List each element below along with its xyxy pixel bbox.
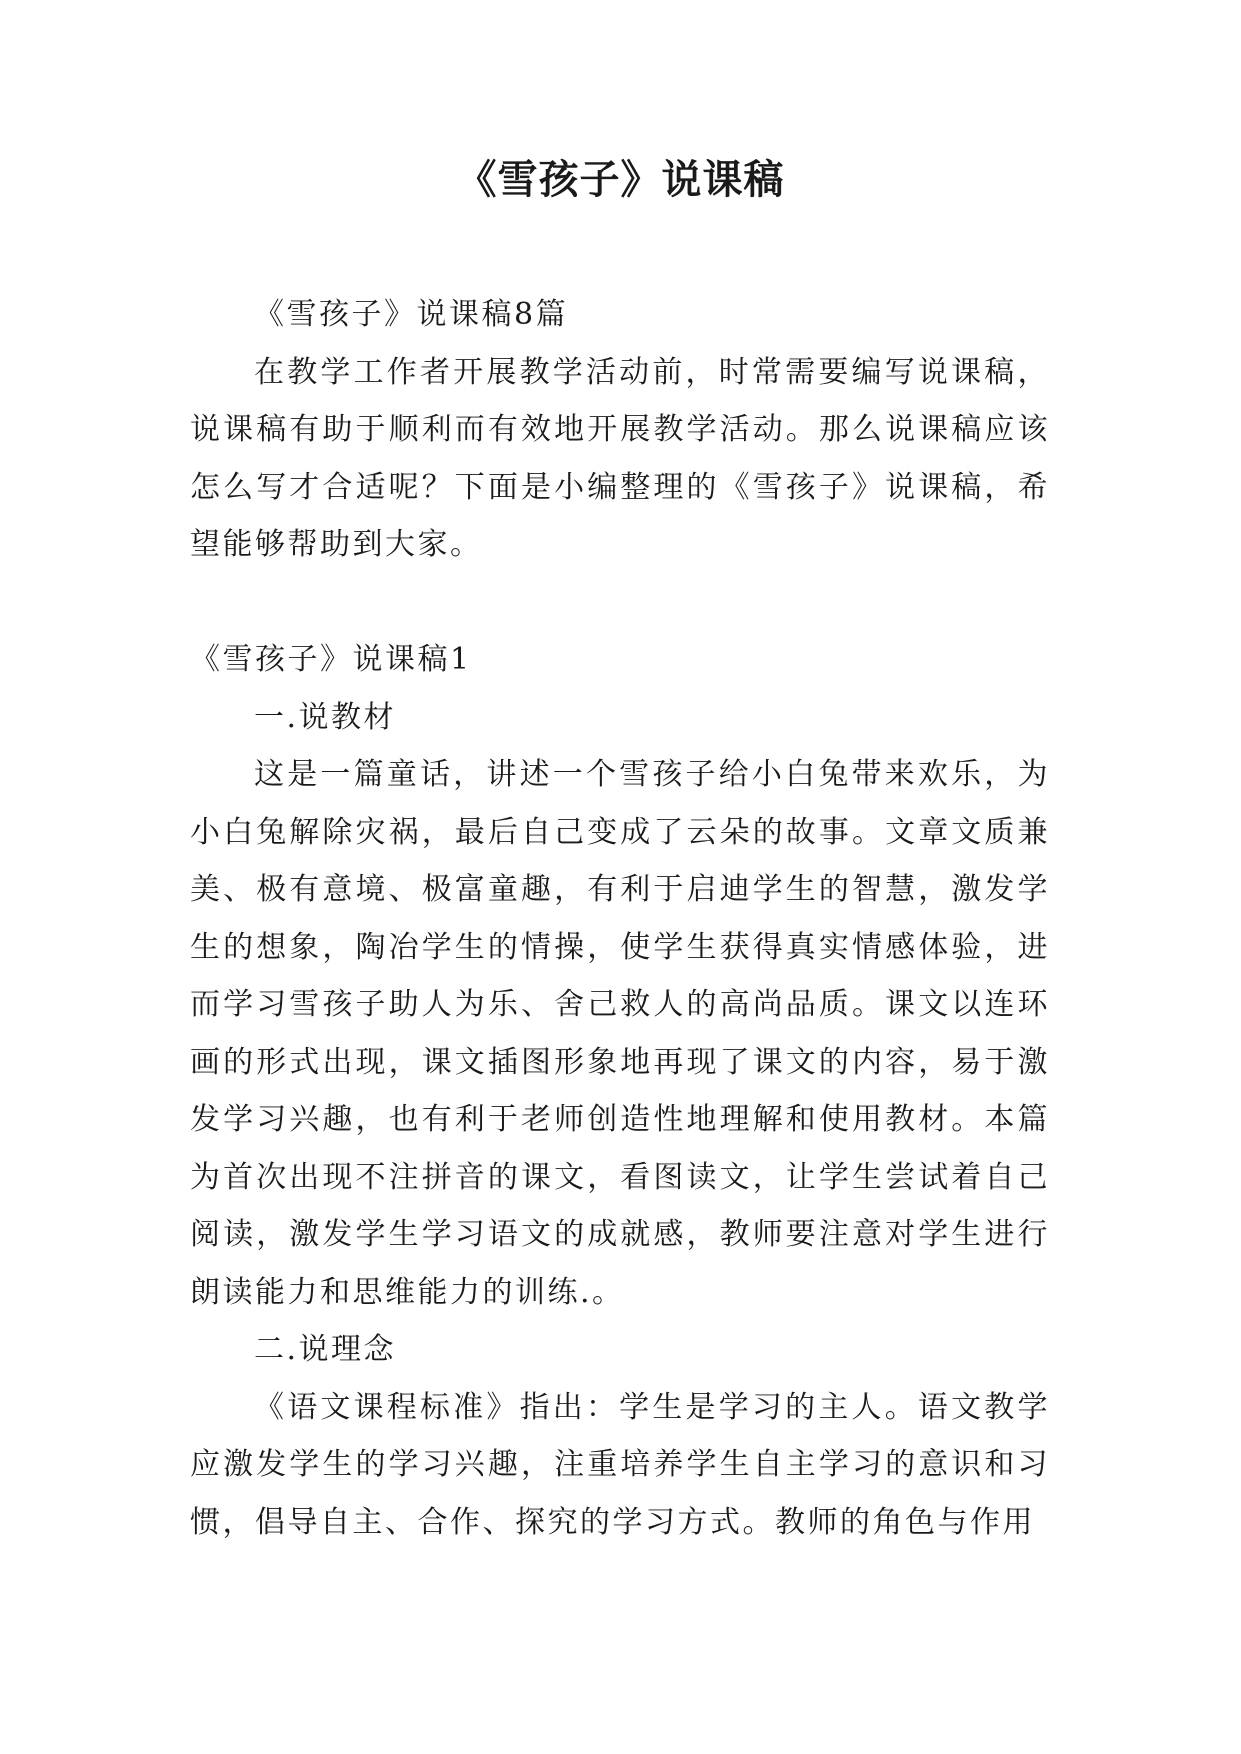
part1-paragraph: 这是一篇童话，讲述一个雪孩子给小白兔带来欢乐，为小白兔解除灾祸，最后自己变成了云朵的故事。文章文质兼美、极有意境、极富童趣，有利于启迪学生的智慧，激发学生的想象，陶冶学生的情操，使学生获得真实情感体验，进而学习雪孩子助人为乐、舍己救人的高尚品质。课文以连环画的形式出现，课文插图形象地再现了课文的内容，易于激发学习兴趣，也有利于老师创造性地理解和使用教材。本篇为首次出现不注拼音的课文，看图读文，让学生尝试着自己阅读，激发学生学习语文的成就感，教师要注意对学生进行朗读能力和思维能力的训练.。 [190, 757, 1050, 1310]
section-heading: 《雪孩子》说课稿1 [190, 642, 472, 677]
subtitle-line: 《雪孩子》说课稿8篇 [254, 297, 569, 332]
paragraph-spacer [190, 574, 1050, 632]
part2-heading: 二.说理念 [254, 1332, 397, 1367]
intro-paragraph: 在教学工作者开展教学活动前，时常需要编写说课稿，说课稿有助于顺利而有效地开展教学活动。那么说课稿应该怎么写才合适呢？下面是小编整理的《雪孩子》说课稿，希望能够帮助到大家。 [190, 354, 1050, 562]
part1-heading: 一.说教材 [254, 699, 397, 735]
part2-paragraph: 《语文课程标准》指出：学生是学习的主人。语文教学应激发学生的学习兴趣，注重培养学生自主学习的意识和习惯，倡导自主、合作、探究的学习方式。教师的角色与作用 [190, 1389, 1050, 1540]
document-title: 《雪孩子》说课稿 [456, 157, 785, 203]
document-body [190, 286, 1050, 1551]
